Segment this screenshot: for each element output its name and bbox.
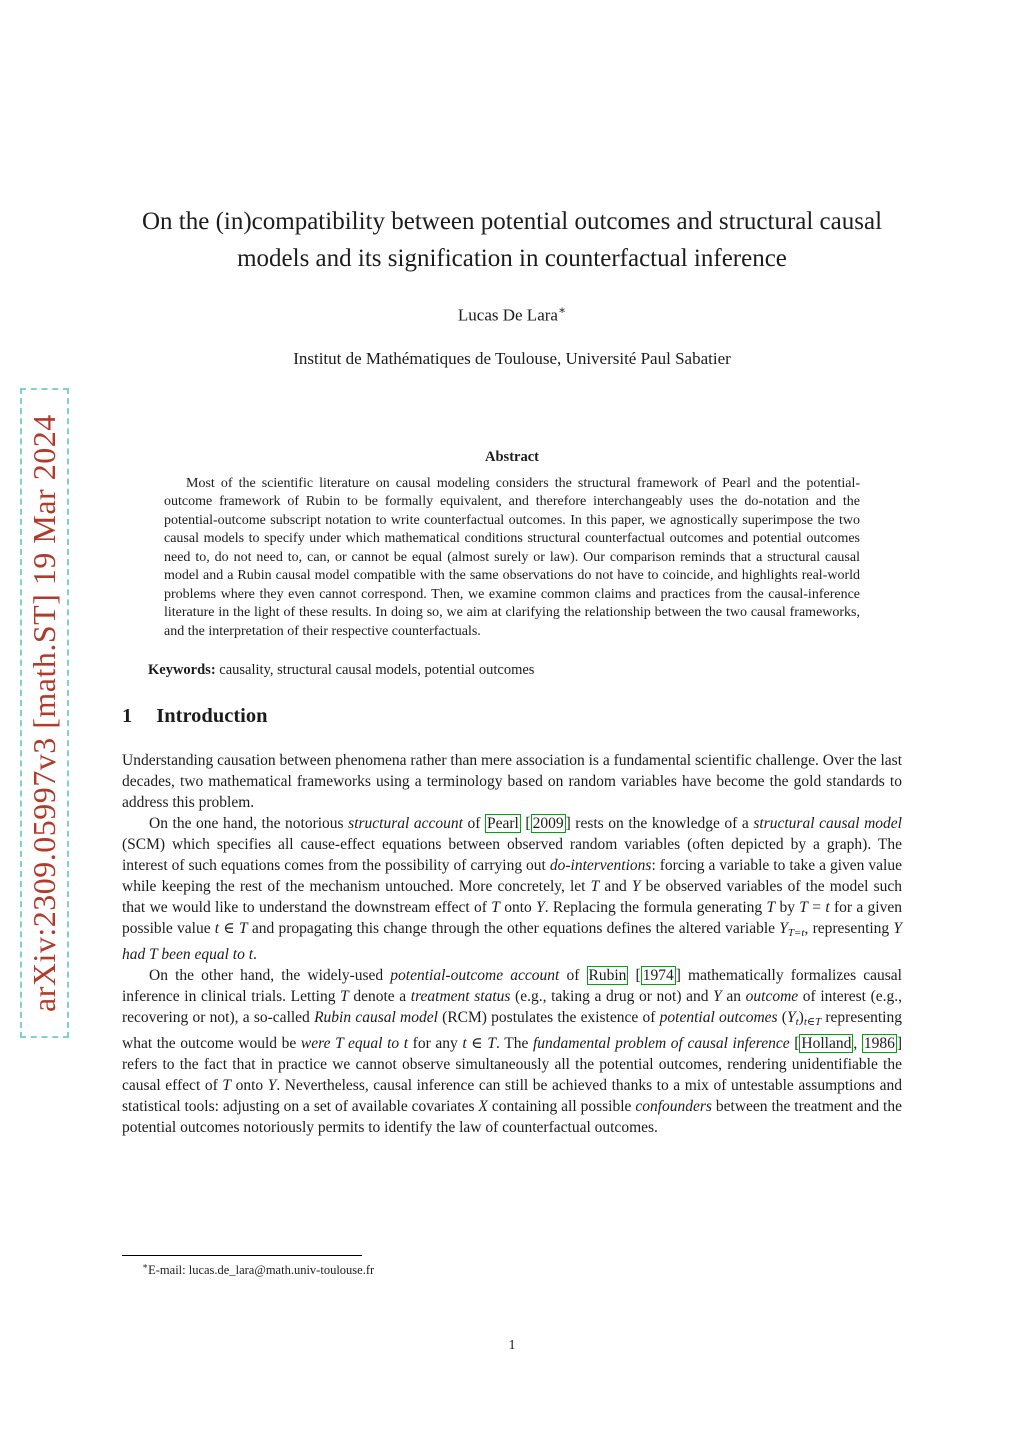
abstract-section	[164, 449, 860, 642]
paper-content	[122, 0, 902, 1138]
author-footnote-mark: ∗	[557, 303, 567, 317]
text-run: ,	[853, 1035, 862, 1053]
text-run: ∈	[219, 920, 240, 938]
arxiv-watermark	[20, 388, 69, 1038]
paragraph	[122, 750, 902, 813]
text-run: of	[559, 967, 587, 985]
text-run: .	[253, 946, 257, 964]
text-run: . Replacing the formula generating	[544, 899, 767, 917]
text-run: treatment status	[410, 988, 511, 1006]
text-run: potential-outcome account	[390, 967, 560, 985]
text-run: T	[491, 899, 500, 917]
text-run: . The	[496, 1035, 533, 1053]
paper-title: On the (in)compatibility between potential outcomes and structural causal models and its signification in counterfactual inference	[141, 208, 883, 272]
text-run: T	[239, 920, 248, 938]
text-run: of	[462, 815, 485, 833]
keywords-line	[148, 662, 902, 679]
abstract-text: Most of the scientific literature on causal modeling considers the structural framework of Pearl and the potential-outcome framework of Rubin to be formally equivalent, and therefore interchangeably uses the do-notation and the potential-outcome subscript notation to write counterfactual outcomes. In this paper, we agnostically superimpose the two causal models to specify under which mathematical conditions structural counterfactual outcomes and potential outcomes need to, do not need to, can, or cannot be equal (almost surely or law). Our comparison reminds that a structural causal model and a Rubin causal model compatible with the same observations do not have to coincide, and highlights real-world problems where they even cannot correspond. Then, we examine common claims and practices from the causal-inference literature in the light of these results. In doing so, we aim at clarifying the relationship between the two causal frameworks, and the interpretation of their respective counterfactuals.	[164, 475, 860, 639]
text-run: t	[825, 899, 830, 917]
text-run: had T been equal to t	[122, 946, 254, 964]
text-run: of interest (e.g., recovering or not), a so-called	[122, 988, 902, 1027]
text-run: (RCM) postulates the existence of	[437, 1009, 660, 1027]
author-line	[122, 303, 902, 326]
text-run: fundamental problem of causal inference	[532, 1035, 790, 1053]
text-run: Y	[893, 920, 903, 938]
text-run: T	[766, 899, 776, 917]
citation-link[interactable]: 1974	[642, 967, 674, 985]
text-run: were T equal to t	[300, 1035, 409, 1053]
text-run: t∈T	[803, 1016, 822, 1029]
text-run: ] mathematically formalizes causal inference in clinical trials. Letting	[122, 967, 902, 1006]
citation-link[interactable]: Holland	[801, 1035, 852, 1053]
footnote	[122, 1261, 902, 1278]
text-run: denote a	[348, 988, 411, 1006]
text-run: and propagating this change through the other equations defines the altered variable	[247, 920, 780, 938]
text-run: be observed variables of the model such that we would like to understand the downstream effect of	[122, 878, 903, 917]
text-run: [	[520, 815, 531, 833]
text-run: Y	[713, 988, 722, 1006]
citation-link[interactable]: Pearl	[486, 815, 519, 833]
text-run: t	[462, 1035, 467, 1053]
text-run: , representing	[804, 920, 894, 938]
text-run: do-interventions	[549, 857, 652, 875]
section-number: 1	[122, 705, 133, 728]
text-run: (e.g., taking a drug or not) and	[510, 988, 714, 1006]
text-run: Y	[631, 878, 641, 896]
author-name: Lucas De Lara	[457, 305, 558, 325]
text-run: Y	[536, 899, 545, 917]
text-run: confounders	[635, 1098, 712, 1116]
footnote-block	[122, 1255, 902, 1278]
text-run: potential outcomes	[659, 1009, 778, 1027]
text-run: ] refers to the fact that in practice we cannot observe simultaneously all the potential outcomes, rendering unidentifiable the causal effect of	[122, 1035, 903, 1095]
text-run: On the other hand, the widely-used	[149, 967, 391, 985]
text-run: T	[487, 1035, 497, 1053]
text-run: (SCM) which specifies all cause-effect equations between observed random variables (often depicted by a graph). The interest of such equations comes from the possibility of carrying out	[122, 836, 902, 875]
text-run: and	[599, 878, 632, 896]
text-run: Understanding causation between phenomena rather than mere association is a fundamental scientific challenge. Over the last decades, two mathematical frameworks using a terminology based on random variables have become the gold standards to address this problem.	[122, 752, 902, 812]
text-run: between the treatment and the potential outcomes notoriously permits to identify the law of counterfactual outcomes.	[122, 1098, 902, 1137]
text-run: outcome	[745, 988, 799, 1006]
text-run: [	[628, 967, 641, 985]
text-run: Y	[786, 1009, 796, 1027]
footnote-text: E-mail: lucas.de_lara@math.univ-toulouse.fr	[148, 1263, 375, 1278]
text-run: T	[340, 988, 349, 1006]
footnote-mark: ∗	[142, 1261, 149, 1271]
text-run: Rubin causal model	[314, 1009, 438, 1027]
abstract-heading: Abstract	[485, 448, 539, 465]
text-run: ∈	[466, 1035, 488, 1053]
text-run: structural account	[348, 815, 463, 833]
text-run: onto	[499, 899, 537, 917]
citation-link[interactable]: 2009	[532, 815, 564, 833]
keywords-text: causality, structural causal models, potential outcomes	[215, 662, 535, 679]
text-run: onto	[231, 1077, 268, 1095]
citation-link[interactable]: Rubin	[588, 967, 627, 985]
text-run: t	[795, 1016, 799, 1029]
text-run: Y	[779, 920, 788, 938]
paragraph	[122, 813, 902, 965]
text-run: for a given possible value	[122, 899, 902, 938]
text-run: by	[775, 899, 800, 917]
text-run: ] rests on the knowledge of a	[565, 815, 754, 833]
text-run: [	[789, 1035, 800, 1053]
text-run: an	[721, 988, 746, 1006]
text-run: T=t	[787, 927, 805, 940]
page-number: 1	[508, 1338, 516, 1353]
footnote-rule	[122, 1255, 362, 1256]
text-run: containing all possible	[487, 1098, 636, 1116]
text-run: Y	[267, 1077, 277, 1095]
text-run: (	[777, 1009, 787, 1027]
citation-link[interactable]: 1986	[863, 1035, 895, 1053]
text-run: structural causal model	[753, 815, 902, 833]
section-title: Introduction	[156, 705, 268, 728]
text-run: for any	[408, 1035, 463, 1053]
paragraph	[122, 965, 902, 1138]
arxiv-watermark-text: arXiv:2309.05997v3 [math.ST] 19 Mar 2024	[26, 414, 62, 1012]
section-heading-introduction	[122, 705, 902, 728]
affiliation: Institut de Mathématiques de Toulouse, Université Paul Sabatier	[293, 348, 731, 368]
keywords-label: Keywords:	[148, 662, 216, 679]
text-run: t	[214, 920, 220, 938]
text-run: T	[222, 1077, 231, 1095]
text-run: T	[799, 899, 808, 917]
text-run: : forcing a variable to take a given value while keeping the rest of the mechanism untouched. More concretely, let	[122, 857, 902, 896]
text-run: . Nevertheless, causal inference can still be achieved thanks to a mix of untestable assumptions and statistical tools: adjusting on a set of available covariates	[122, 1077, 902, 1116]
text-run: On the one hand, the notorious	[149, 815, 349, 833]
text-run: X	[478, 1098, 488, 1116]
text-run: representing what the outcome would be	[122, 1009, 902, 1053]
text-run: )	[798, 1009, 804, 1027]
text-run: T	[590, 878, 600, 896]
text-run: =	[807, 899, 826, 917]
introduction-paragraphs	[122, 750, 902, 1138]
